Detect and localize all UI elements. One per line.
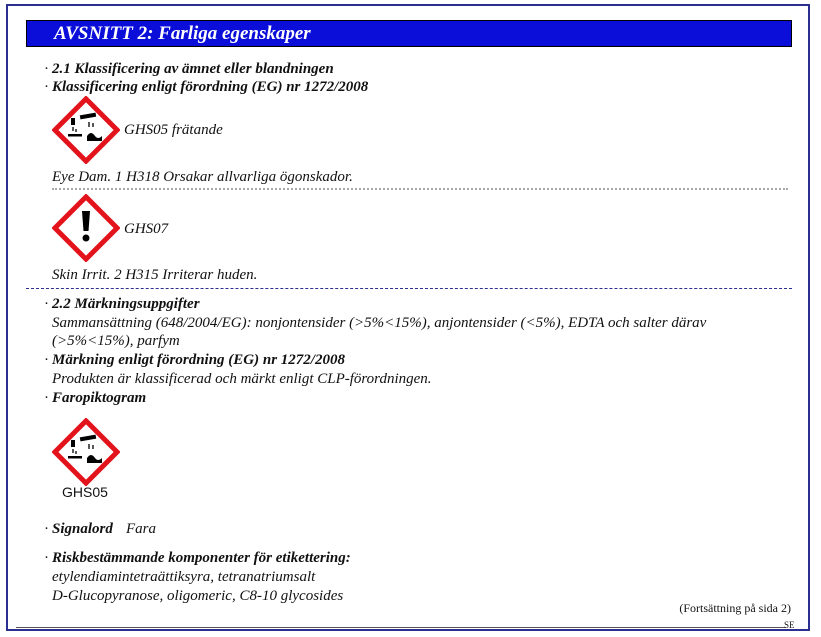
risk-component-2: D-Glucopyranose, oligomeric, C8-10 glycosides (52, 588, 344, 604)
risk-component-1: etylendiamintetraättiksyra, tetranatriumsalt (52, 569, 316, 585)
pictogram-label-ghs07: GHS07 (124, 221, 169, 237)
ghs05-corrosion-icon-label (52, 418, 120, 486)
divider-dashed (26, 288, 792, 289)
ghs07-exclamation-icon (52, 194, 120, 262)
pictogram-heading: Faropiktogram (52, 390, 147, 406)
signal-word-label: Signalord (52, 521, 113, 537)
hazard-statement-eye: Eye Dam. 1 H318 Orsakar allvarliga ögonskador. (52, 169, 353, 185)
hazard-statement-skin: Skin Irrit. 2 H315 Irriterar huden. (52, 267, 258, 283)
footer-rule (16, 627, 786, 628)
heading-2-1: 2.1 Klassificering av ämnet eller blandningen (52, 61, 334, 77)
section-header (26, 20, 792, 47)
pictogram-code-ghs05: GHS05 (62, 484, 108, 500)
classification-heading: Klassificering enligt förordning (EG) nr 1272/2008 (52, 79, 369, 95)
composition-text: Sammansättning (648/2004/EG): nonjontensider (>5%<15%), anjontensider (<5%), EDTA och salter därav (52, 315, 707, 331)
pictogram-label-ghs05: GHS05 frätande (124, 122, 223, 138)
risk-components-heading: Riskbestämmande komponenter för etikettering: (52, 550, 351, 566)
heading-2-2: 2.2 Märkningsuppgifter (52, 296, 200, 312)
section-title: AVSNITT 2: Farliga egenskaper (54, 23, 311, 44)
continuation-note: (Fortsättning på sida 2) (679, 601, 791, 615)
divider-dotted (52, 188, 788, 190)
composition-text-cont: (>5%<15%), parfym (52, 333, 180, 349)
ghs05-corrosion-icon (52, 96, 120, 164)
marking-text: Produkten är klassificerad och märkt enligt CLP-förordningen. (52, 371, 432, 387)
marking-heading: Märkning enligt förordning (EG) nr 1272/2008 (52, 352, 345, 368)
language-code: SE (784, 620, 795, 630)
signal-word-value: Fara (126, 521, 156, 537)
